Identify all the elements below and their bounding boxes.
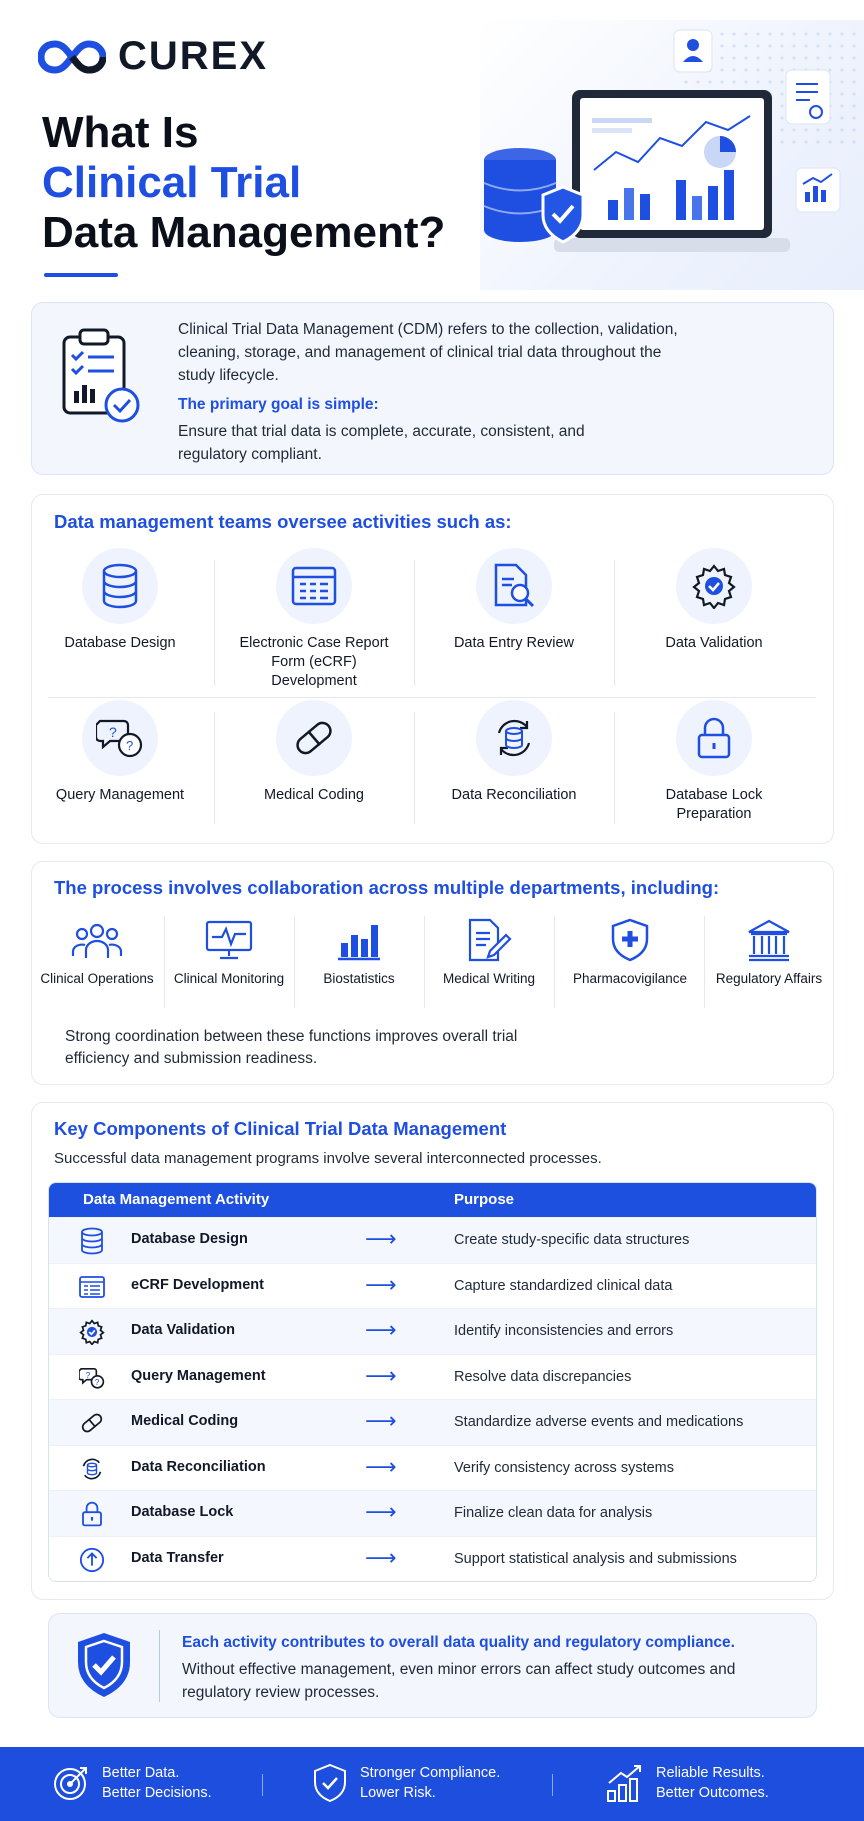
clipboard-chart-icon [58, 325, 148, 425]
hero-illustration [480, 20, 864, 290]
activity-data-reconciliation: Data Reconciliation [414, 700, 614, 805]
shield-check-icon [74, 1630, 134, 1700]
pill-icon [79, 1410, 105, 1436]
arrow-right-icon: ⟶ [365, 1499, 397, 1524]
arrow-right-icon: ⟶ [365, 1544, 397, 1570]
shield-check-icon [312, 1763, 348, 1803]
coordination-note: Strong coordination between these functions improves overall trial efficiency and submission readiness. [65, 1028, 518, 1067]
goal-text: Ensure that trial data is complete, accurate, consistent, and regulatory compliant. [178, 423, 585, 463]
growth-chart-icon [606, 1763, 644, 1803]
footer-item-better-data: Better Data. Better Decisions. [52, 1763, 212, 1803]
question-bubbles-icon [82, 700, 158, 776]
arrow-right-icon: ⟶ [365, 1453, 397, 1479]
footer-item-results: Reliable Results. Better Outcomes. [606, 1763, 769, 1803]
table-header [49, 1183, 816, 1217]
dept-regulatory-affairs: Regulatory Affairs [704, 914, 834, 988]
title-line-2: Clinical Trial [42, 158, 302, 207]
brand-logo [38, 34, 268, 79]
arrow-right-icon: ⟶ [365, 1362, 397, 1388]
gear-check-icon [676, 548, 752, 624]
departments-heading: The process involves collaboration across multiple departments, including: [54, 877, 720, 898]
gear-check-icon [79, 1319, 105, 1345]
dept-clinical-operations: Clinical Operations [32, 914, 162, 988]
form-icon [276, 548, 352, 624]
activity-medical-coding: Medical Coding [214, 700, 414, 805]
shield-plus-icon [564, 914, 696, 966]
page-title [42, 108, 445, 258]
note-heading: Each activity contributes to overall data quality and regulatory compliance. [182, 1634, 735, 1651]
database-icon [82, 548, 158, 624]
table-row: ? ? Query Management ⟶ Resolve data discrepancies [49, 1354, 816, 1400]
title-line-3: Data Management? [42, 208, 446, 257]
title-line-1: What Is [42, 108, 199, 157]
arrow-right-icon: ⟶ [365, 1226, 397, 1251]
infinity-logo-icon [38, 39, 106, 75]
dept-biostatistics: Biostatistics [294, 914, 424, 988]
svg-text:?: ? [94, 1377, 100, 1387]
table-row: Database Design ⟶ Create study-specific data structures [49, 1217, 816, 1263]
table-row: Data Transfer ⟶ Support statistical analysis and submissions [49, 1536, 816, 1582]
brand-name: CUREX [118, 34, 269, 78]
sync-database-icon [79, 1456, 105, 1482]
activity-data-validation: Data Validation [614, 548, 814, 653]
column-header-purpose: Purpose [454, 1191, 515, 1208]
activities-heading: Data management teams oversee activities such as: [54, 511, 512, 532]
note-text: Without effective management, even minor errors can affect study outcomes and regulatory review processes. [182, 1661, 736, 1701]
sync-database-icon [476, 700, 552, 776]
dept-pharmacovigilance: Pharmacovigilance [564, 914, 696, 988]
document-search-icon [476, 548, 552, 624]
dept-medical-writing: Medical Writing [424, 914, 554, 988]
title-underline [44, 273, 118, 277]
activity-database-lock: Database Lock Preparation [614, 700, 814, 824]
dept-clinical-monitoring: Clinical Monitoring [164, 914, 294, 988]
lock-icon [79, 1501, 105, 1527]
components-subheading: Successful data management programs involve several interconnected processes. [54, 1150, 602, 1167]
svg-text:?: ? [126, 738, 134, 753]
table-row: Medical Coding ⟶ Standardize adverse events and medications [49, 1399, 816, 1445]
components-heading: Key Components of Clinical Trial Data Management [54, 1118, 507, 1139]
activity-ecrf-development: Electronic Case Report Form (eCRF) Development [214, 548, 414, 691]
goal-heading: The primary goal is simple: [178, 396, 379, 413]
lock-icon [676, 700, 752, 776]
people-icon [32, 914, 162, 966]
components-table [48, 1182, 817, 1582]
pen-document-icon [424, 914, 554, 966]
arrow-right-icon: ⟶ [365, 1271, 397, 1297]
table-row: Data Reconciliation ⟶ Verify consistency across systems [49, 1445, 816, 1491]
pill-icon [276, 700, 352, 776]
question-bubbles-icon [79, 1365, 105, 1391]
footer-item-compliance: Stronger Compliance. Lower Risk. [312, 1763, 500, 1803]
database-icon [79, 1228, 105, 1254]
building-icon [704, 914, 834, 966]
intro-definition: Clinical Trial Data Management (CDM) refers to the collection, validation, cleaning, storage, and management of clinical trial data throughout the study lifecycle. [178, 321, 678, 384]
target-icon [52, 1764, 90, 1802]
monitor-pulse-icon [164, 914, 294, 966]
form-icon [79, 1274, 105, 1300]
activity-query-management: ? ? Query Management [20, 700, 220, 805]
svg-text:?: ? [85, 1369, 91, 1380]
svg-text:?: ? [109, 724, 117, 740]
table-row: Database Lock ⟶ Finalize clean data for analysis [49, 1490, 816, 1536]
footer-banner [0, 1747, 864, 1821]
column-header-activity: Data Management Activity [83, 1191, 270, 1208]
upload-circle-icon [79, 1547, 105, 1573]
table-row: Data Validation ⟶ Identify inconsistencies and errors [49, 1308, 816, 1354]
activity-database-design: Database Design [20, 548, 220, 653]
arrow-right-icon: ⟶ [365, 1317, 397, 1342]
bar-chart-icon [294, 914, 424, 966]
arrow-right-icon: ⟶ [365, 1408, 397, 1433]
table-row: eCRF Development ⟶ Capture standardized clinical data [49, 1263, 816, 1309]
activity-data-entry-review: Data Entry Review [414, 548, 614, 653]
